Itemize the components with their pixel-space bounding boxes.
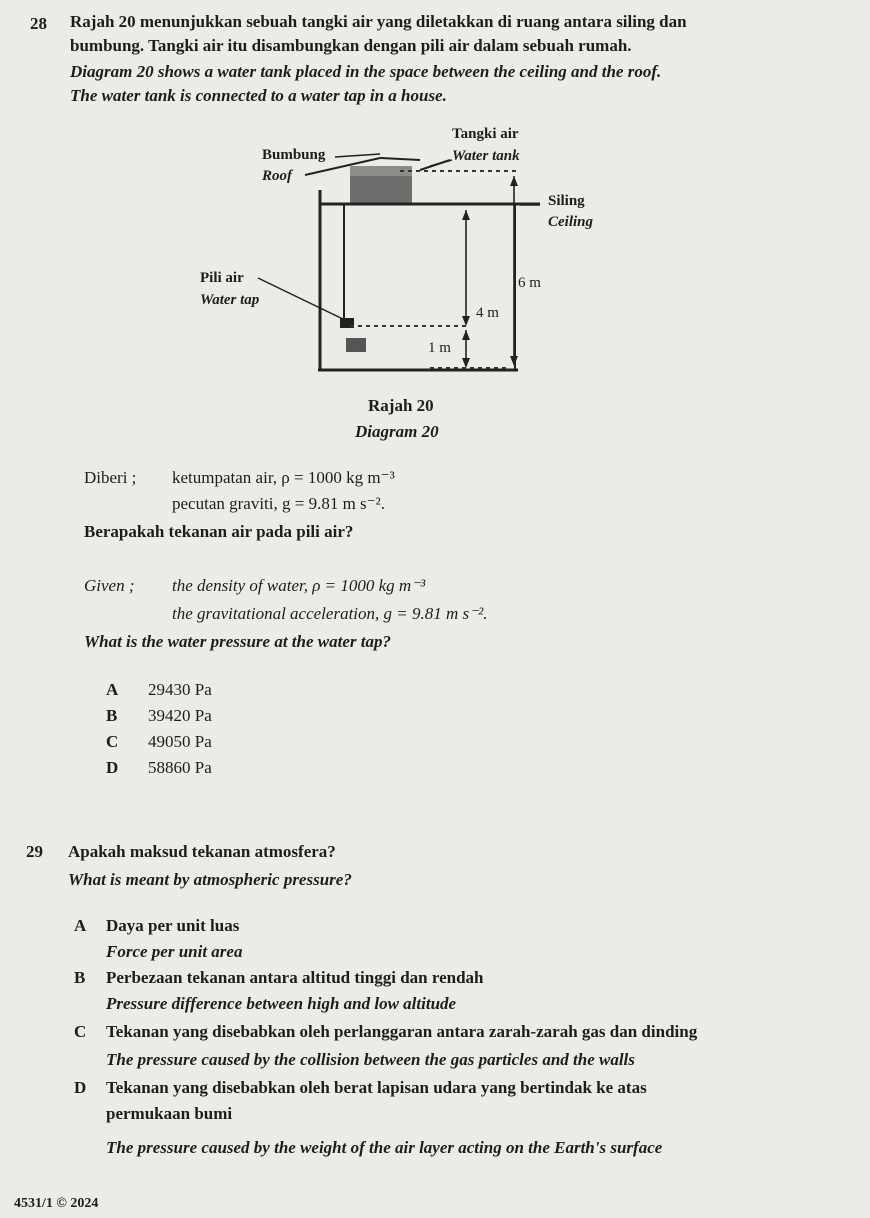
q28-option-b-text[interactable]: 39420 Pa [148,706,212,725]
q29-option-b-ms[interactable]: Perbezaan tekanan antara altitud tinggi dan rendah [106,968,484,987]
given-en-gravity: the gravitational acceleration, g = 9.81 m s⁻². [172,604,488,623]
given-en-density: the density of water, ρ = 1000 kg m⁻³ [172,576,426,595]
q28-option-b-letter[interactable]: B [106,706,118,725]
q28-option-c-text[interactable]: 49050 Pa [148,732,212,751]
label-tap-ms: Pili air [200,270,244,286]
given-ms-density: ketumpatan air, ρ = 1000 kg m⁻³ [172,468,395,487]
label-ceiling-ms: Siling [548,193,585,209]
diagram-caption-ms: Rajah 20 [368,396,434,415]
label-ceiling-en: Ceiling [548,214,594,230]
q28-option-a-text[interactable]: 29430 Pa [148,680,212,699]
q28-stem-ms-line2: bumbung. Tangki air itu disambungkan dengan pili air dalam sebuah rumah. [70,36,632,55]
given-ms-gravity: pecutan graviti, g = 9.81 m s⁻². [172,494,385,513]
diagram-caption-en: Diagram 20 [355,422,439,441]
q28-option-a-letter[interactable]: A [106,680,119,699]
q28-stem-en-line1: Diagram 20 shows a water tank placed in the space between the ceiling and the roof. [70,62,662,81]
q29-option-c-en[interactable]: The pressure caused by the collision between the gas particles and the walls [106,1050,635,1069]
q28-option-d-letter[interactable]: D [106,758,119,777]
q29-option-d-ms[interactable]: Tekanan yang disebabkan oleh berat lapisan udara yang bertindak ke atas [106,1078,647,1097]
label-tank-en: Water tank [452,148,520,164]
q29-stem-en: What is meant by atmospheric pressure? [68,870,352,889]
q28-stem-ms-line1: Rajah 20 menunjukkan sebuah tangki air yang diletakkan di ruang antara siling dan [70,12,687,31]
question-en: What is the water pressure at the water tap? [84,632,391,651]
given-en-label: Given ; [84,576,135,595]
diagram-20 [0,0,870,450]
q28-option-c-letter[interactable]: C [106,732,119,751]
q29-option-b-en[interactable]: Pressure difference between high and low altitude [106,994,457,1013]
q29-option-b-letter[interactable]: B [74,968,86,987]
label-tank-ms: Tangki air [452,126,519,142]
q29-option-a-ms[interactable]: Daya per unit luas [106,916,240,935]
q28-option-d-text[interactable]: 58860 Pa [148,758,212,777]
q28-stem-en-line2: The water tank is connected to a water tap in a house. [70,86,447,105]
label-4m: 4 m [476,305,499,321]
q29-number: 29 [26,842,43,861]
q29-option-d-letter[interactable]: D [74,1078,87,1097]
q29-option-a-letter[interactable]: A [74,916,87,935]
q29-option-d-en[interactable]: The pressure caused by the weight of the air layer acting on the Earth's surface [106,1138,663,1157]
q29-option-c-ms[interactable]: Tekanan yang disebabkan oleh perlanggaran antara zarah-zarah gas dan dinding [106,1022,698,1041]
q28-number: 28 [30,14,47,33]
label-1m: 1 m [428,340,451,356]
label-roof-ms: Bumbung [262,147,326,163]
q29-option-d-ms-line2[interactable]: permukaan bumi [106,1104,233,1123]
given-ms-label: Diberi ; [84,468,137,487]
label-tap-en: Water tap [200,292,260,308]
q29-option-c-letter[interactable]: C [74,1022,87,1041]
label-roof-en: Roof [262,168,292,184]
label-6m: 6 m [518,275,541,291]
q29-option-a-en[interactable]: Force per unit area [106,942,243,961]
q29-stem-ms: Apakah maksud tekanan atmosfera? [68,842,336,861]
footer-code: 4531/1 © 2024 [14,1196,99,1211]
question-ms: Berapakah tekanan air pada pili air? [84,522,354,541]
